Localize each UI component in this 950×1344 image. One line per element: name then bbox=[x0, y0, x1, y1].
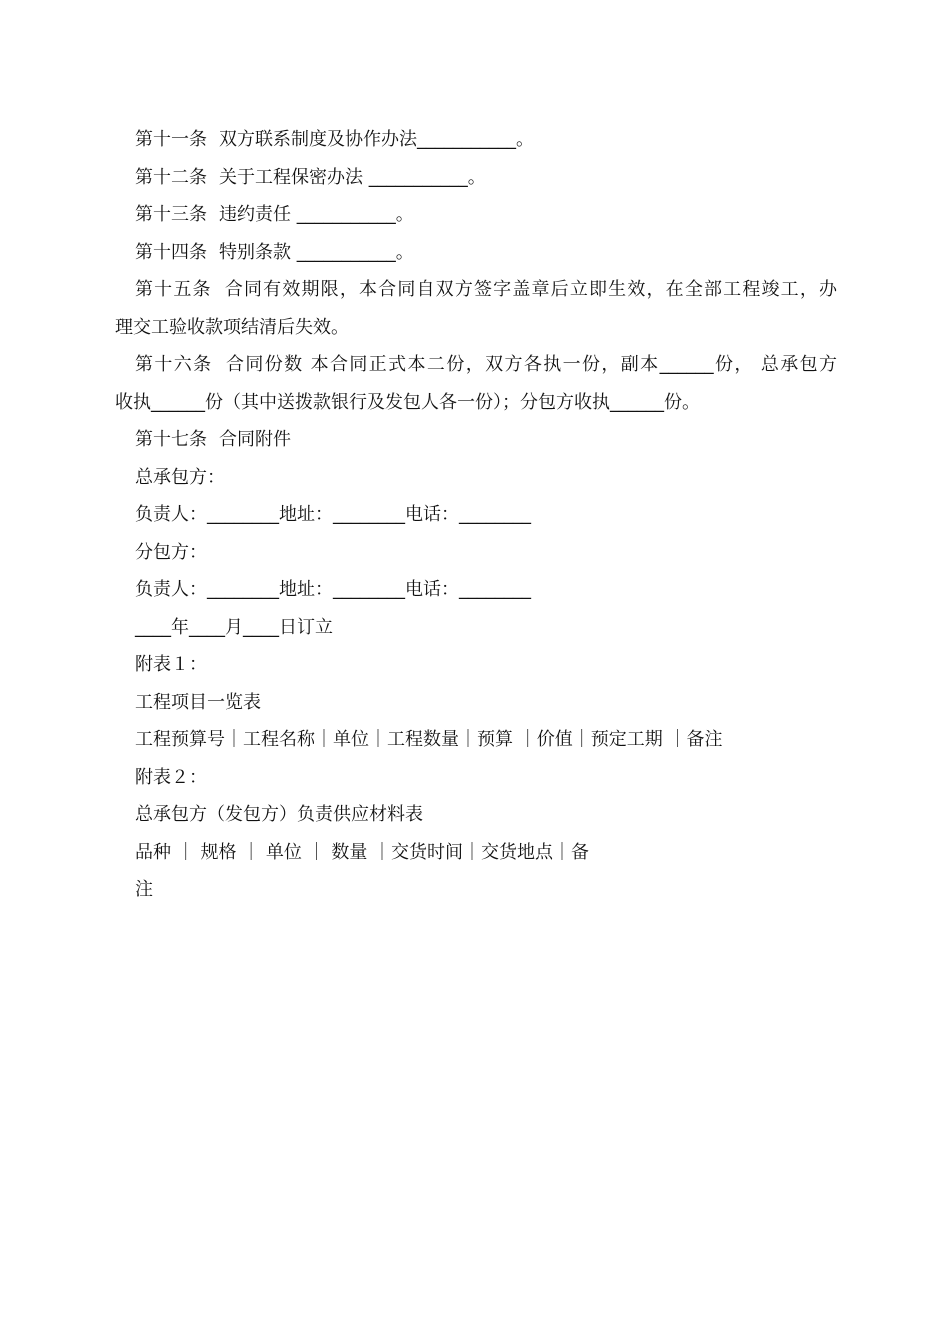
article-15-line-1 bbox=[115, 271, 837, 309]
contract-body bbox=[115, 121, 837, 909]
appendix-2-table-header-wrap: 注 bbox=[135, 879, 153, 900]
article-16-number: 第十六条 bbox=[135, 354, 213, 375]
article-12 bbox=[115, 159, 837, 197]
article-12-text: 关于工程保密办法 ___________。 bbox=[219, 166, 486, 188]
general-contractor-contact: 负责人：________地址：________电话：________ bbox=[135, 504, 531, 525]
article-11 bbox=[115, 121, 837, 159]
general-contractor-label: 总承包方： bbox=[135, 466, 225, 488]
article-16-line-1 bbox=[115, 346, 837, 384]
article-15-line-2: 理交工验收款项结清后失效。 bbox=[115, 316, 349, 338]
article-17 bbox=[115, 421, 837, 459]
article-15-text: 合同有效期限，本合同自双方签字盖章后立即生效，在全部工程竣工，办 bbox=[223, 279, 837, 300]
article-12-number: 第十二条 bbox=[135, 166, 207, 188]
appendix-1-label: 附表１： bbox=[135, 654, 207, 675]
subcontractor-label: 分包方： bbox=[135, 541, 207, 563]
appendix-2-label: 附表２： bbox=[135, 766, 207, 788]
appendix-2-table-header: 品种 ｜ 规格 ｜ 单位 ｜ 数量 ｜交货时间｜交货地点｜备 bbox=[135, 841, 590, 863]
article-13-text: 违约责任 ___________。 bbox=[219, 204, 414, 225]
article-16-line-2: 收执______份（其中送拨款银行及发包人各一份）；分包方收执______份。 bbox=[115, 391, 700, 413]
article-13 bbox=[115, 196, 837, 234]
signing-date: ____年____月____日订立 bbox=[135, 616, 333, 638]
appendix-1-table-header: 工程预算号｜工程名称｜单位｜工程数量｜预算 ｜价值｜预定工期 ｜备注 bbox=[135, 729, 723, 750]
article-14 bbox=[115, 234, 837, 272]
article-16-text: 合同份数 本合同正式本二份，双方各执一份，副本______份， 总承包方 bbox=[224, 354, 837, 375]
article-14-text: 特别条款 ___________。 bbox=[219, 241, 414, 263]
article-17-text: 合同附件 bbox=[219, 429, 291, 450]
article-11-number: 第十一条 bbox=[135, 129, 207, 150]
article-13-number: 第十三条 bbox=[135, 204, 207, 225]
appendix-2-title: 总承包方（发包方）负责供应材料表 bbox=[135, 804, 423, 825]
article-15-number: 第十五条 bbox=[135, 279, 212, 300]
article-14-number: 第十四条 bbox=[135, 241, 207, 263]
article-17-number: 第十七条 bbox=[135, 429, 207, 450]
article-11-text: 双方联系制度及协作办法___________。 bbox=[219, 129, 534, 150]
subcontractor-contact: 负责人：________地址：________电话：________ bbox=[135, 579, 531, 600]
appendix-1-title: 工程项目一览表 bbox=[135, 691, 261, 713]
